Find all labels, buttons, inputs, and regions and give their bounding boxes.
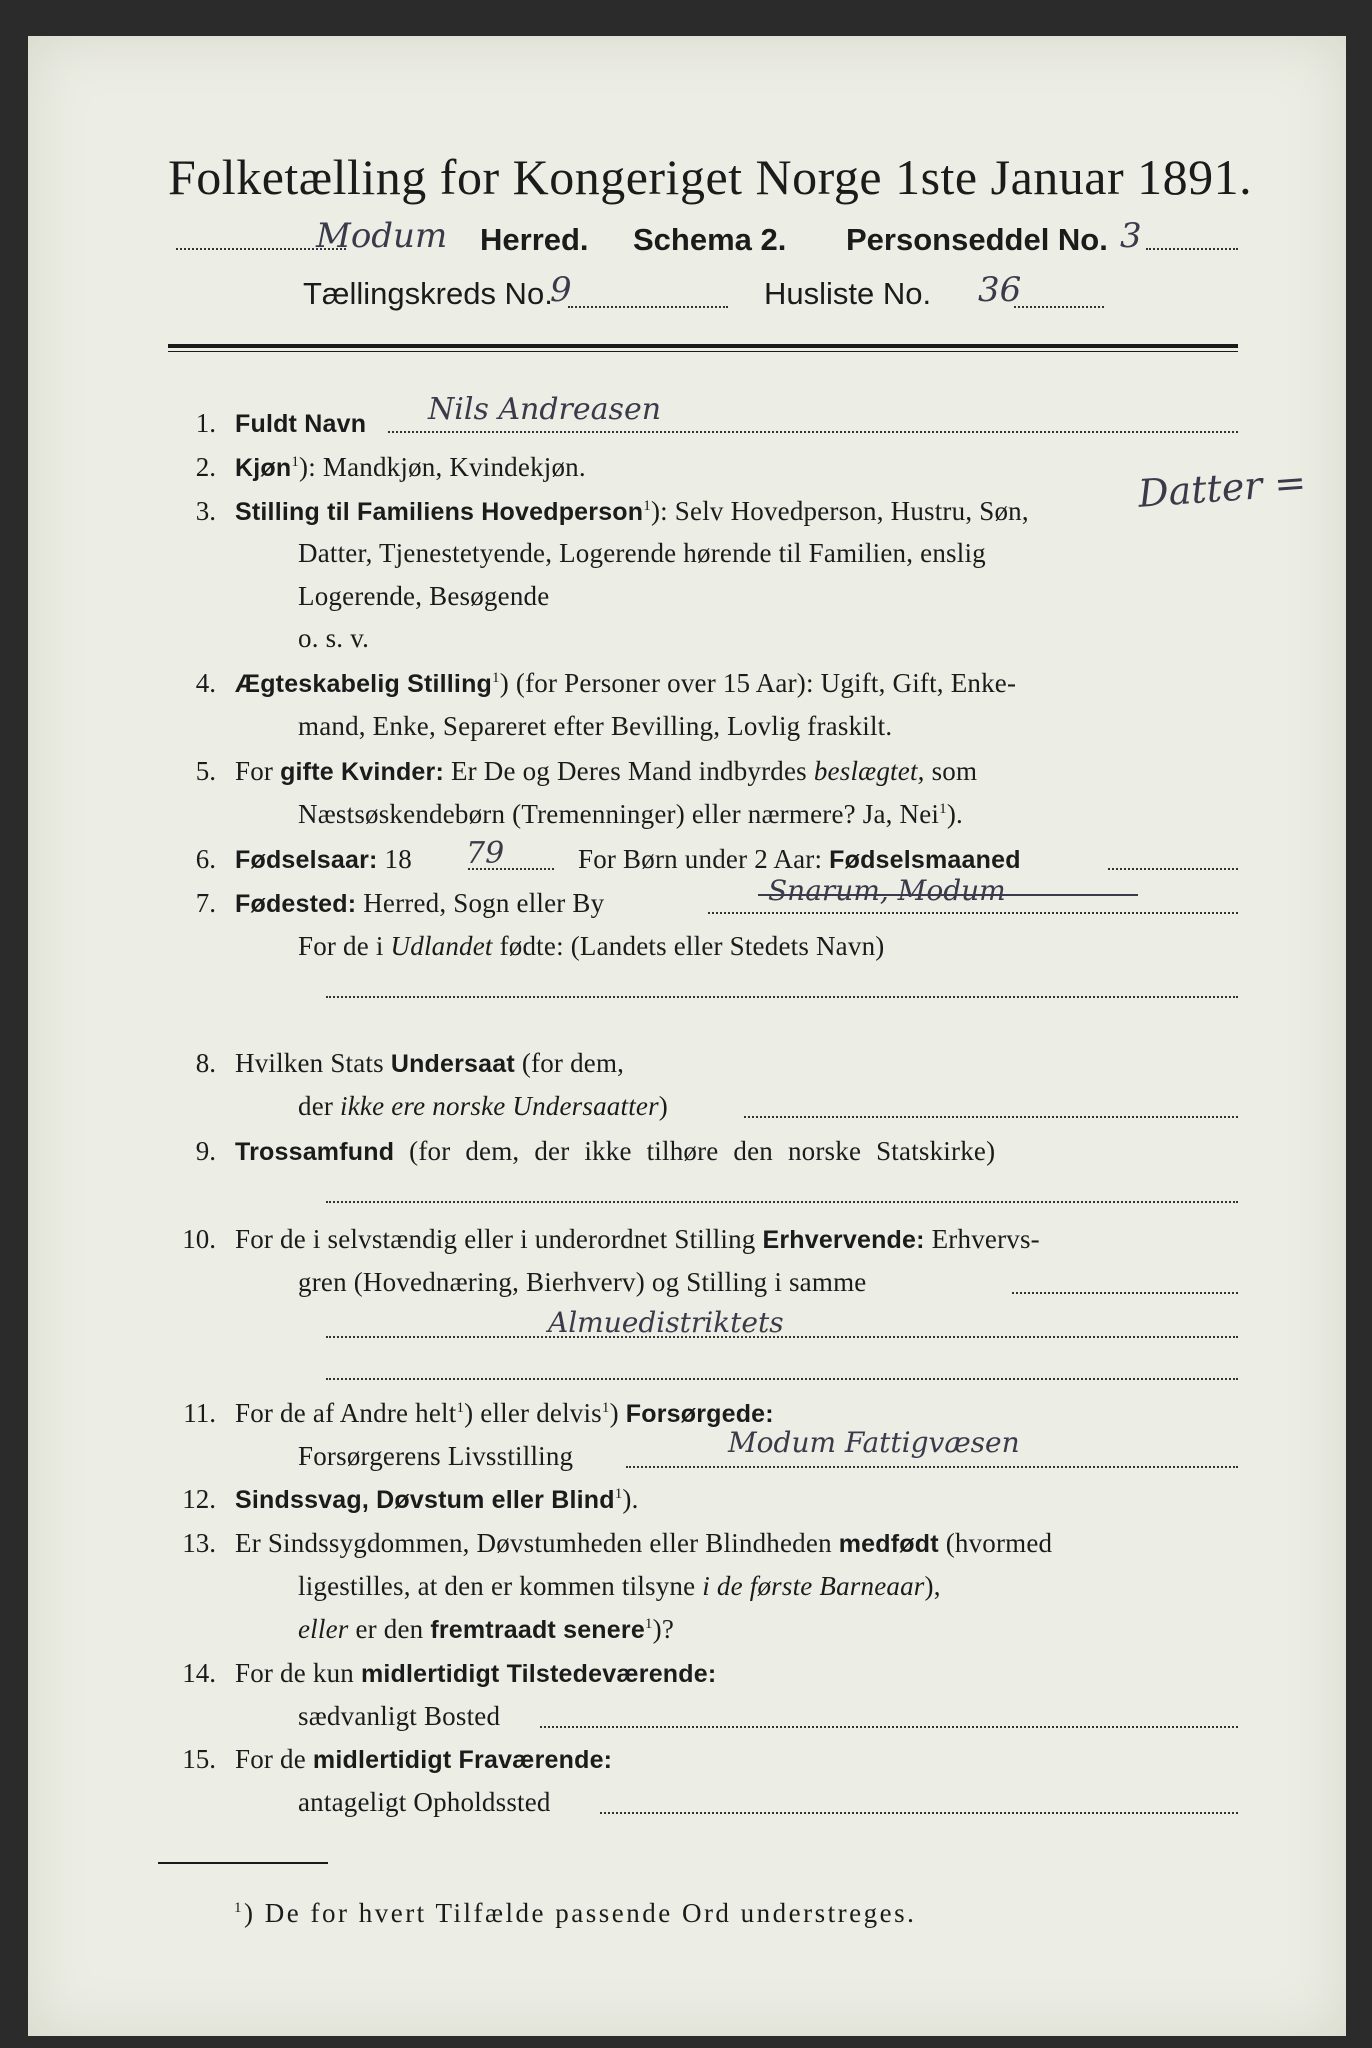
item-7-number: 7. xyxy=(195,888,216,918)
personseddel-fill-line xyxy=(1146,248,1238,250)
husliste-value: 36 xyxy=(978,270,1022,310)
item-6-text: For Børn under 2 Aar: Fødselsmaaned xyxy=(578,844,1021,874)
item-10-number: 10. xyxy=(182,1224,216,1254)
item-1-label: Fuldt Navn xyxy=(235,410,367,438)
item-6-year-fill-line xyxy=(468,868,554,870)
item-13-line-1: Er Sindssygdommen, Døvstumheden eller Blindheden medfødt (hvormed xyxy=(235,1528,1053,1558)
item-11-line-1: For de af Andre helt$^1$) eller delvis$^1$) Forsørgede: xyxy=(235,1398,774,1428)
item-15-line-1: For de midlertidigt Fraværende: xyxy=(235,1744,613,1774)
item-14-fill-line xyxy=(540,1726,1238,1728)
kreds-fill-line xyxy=(568,306,728,308)
item-3-answer: Datter = xyxy=(1136,460,1308,516)
item-12-number: 12. xyxy=(182,1484,216,1514)
header-rule-thin xyxy=(168,351,1238,352)
item-11-answer: Modum Fattigvæsen xyxy=(728,1426,1020,1459)
item-8-line-1: Hvilken Stats Undersaat (for dem, xyxy=(235,1048,625,1078)
item-5-line-1: For gifte Kvinder: Er De og Deres Mand indbyrdes beslægtet, som xyxy=(235,756,978,786)
item-14-number: 14. xyxy=(182,1658,216,1688)
personseddel-label: Personseddel No. xyxy=(846,222,1108,257)
item-3-number: 3. xyxy=(195,496,216,526)
footnote: $^1$) De for hvert Tilfælde passende Ord understreges. xyxy=(234,1898,917,1928)
husliste-fill-line xyxy=(1014,306,1104,308)
item-4-line-2: mand, Enke, Separeret efter Bevilling, Lovlig fraskilt. xyxy=(298,711,893,741)
item-6-month-fill-line xyxy=(1108,868,1238,870)
item-8-number: 8. xyxy=(195,1048,216,1078)
item-1-answer: Nils Andreasen xyxy=(428,392,662,427)
item-3-line-2: Datter, Tjenestetyende, Logerende hørende til Familien, enslig xyxy=(298,538,986,568)
footnote-rule xyxy=(158,1862,328,1864)
item-7-line-1: Fødested: Herred, Sogn eller By xyxy=(235,888,605,918)
kreds-label: Tællingskreds No. xyxy=(303,276,553,311)
item-10-fill-line-3 xyxy=(326,1378,1238,1380)
husliste-label: Husliste No. xyxy=(764,276,932,311)
item-7-strikethrough xyxy=(758,894,1138,896)
item-12-text: Sindssvag, Døvstum eller Blind$^1$). xyxy=(235,1484,639,1514)
schema-label: Schema 2. xyxy=(633,222,787,257)
item-14-line-1: For de kun midlertidigt Tilstedeværende: xyxy=(235,1658,717,1688)
item-1-number: 1. xyxy=(195,408,216,438)
item-8-fill-line xyxy=(744,1116,1238,1118)
item-1-fill-line xyxy=(388,431,1238,433)
item-9-text: Trossamfund (for dem, der ikke tilhøre den norske Statskirke) xyxy=(235,1136,996,1166)
kreds-value: 9 xyxy=(550,270,572,310)
item-2-number: 2. xyxy=(195,452,216,482)
item-5-number: 5. xyxy=(195,756,216,786)
item-7-answer: Snarum, Modum xyxy=(768,874,1006,907)
herred-value: Modum xyxy=(316,216,448,256)
item-4-number: 4. xyxy=(195,668,216,698)
item-5-line-2: Næstsøskendebørn (Tremenninger) eller nærmere? Ja, Nei$^1$). xyxy=(298,799,963,829)
item-7-foreign-fill-line xyxy=(326,996,1238,998)
item-15-number: 15. xyxy=(182,1744,216,1774)
item-10-answer: Almuedistriktets xyxy=(548,1306,784,1339)
item-10-fill-line-1 xyxy=(1012,1292,1238,1294)
herred-label: Herred. xyxy=(480,222,589,257)
form-title: Folketælling for Kongeriget Norge 1ste Januar 1891. xyxy=(168,149,1253,205)
item-9-number: 9. xyxy=(195,1136,216,1166)
item-8-line-2: der ikke ere norske Undersaatter) xyxy=(298,1091,668,1121)
item-7-line-2: For de i Udlandet fødte: (Landets eller Stedets Navn) xyxy=(298,931,885,961)
item-6-label: Fødselsaar: 18 xyxy=(235,844,412,874)
item-10-line-1: For de i selvstændig eller i underordnet Stilling Erhvervende: Erhvervs- xyxy=(235,1224,1040,1254)
item-6-year-value: 79 xyxy=(466,836,505,871)
item-10-line-2: gren (Hovednæring, Bierhverv) og Stilling i samme xyxy=(298,1267,867,1297)
item-7-fill-line xyxy=(708,912,1238,914)
item-15-fill-line xyxy=(600,1812,1238,1814)
item-4-line-1: Ægteskabelig Stilling$^1$) (for Personer over 15 Aar): Ugift, Gift, Enke- xyxy=(235,668,1017,698)
item-15-line-2: antageligt Opholdssted xyxy=(298,1787,551,1817)
item-14-line-2: sædvanligt Bosted xyxy=(298,1701,501,1731)
item-2-text: Kjøn$^1$): Mandkjøn, Kvindekjøn. xyxy=(235,452,586,482)
item-11-number: 11. xyxy=(183,1398,216,1428)
item-3-line-1: Stilling til Familiens Hovedperson$^1$): Selv Hovedperson, Hustru, Søn, xyxy=(235,496,1029,526)
item-9-fill-line xyxy=(326,1201,1238,1203)
personseddel-value: 3 xyxy=(1120,216,1142,256)
item-3-line-3: Logerende, Besøgende xyxy=(298,581,550,611)
item-11-line-2: Forsørgerens Livsstilling xyxy=(298,1441,574,1471)
header-rule-thick xyxy=(168,344,1238,348)
item-10-fill-line-2 xyxy=(326,1336,1238,1338)
item-3-line-4: o. s. v. xyxy=(298,623,370,653)
item-13-line-2: ligestilles, at den er kommen tilsyne i de første Barneaar), xyxy=(298,1571,941,1601)
item-13-line-3: eller er den fremtraadt senere$^1$)? xyxy=(298,1614,675,1644)
census-form-page xyxy=(28,36,1346,2036)
item-11-fill-line xyxy=(626,1466,1238,1468)
item-6-number: 6. xyxy=(195,844,216,874)
item-13-number: 13. xyxy=(182,1528,216,1558)
